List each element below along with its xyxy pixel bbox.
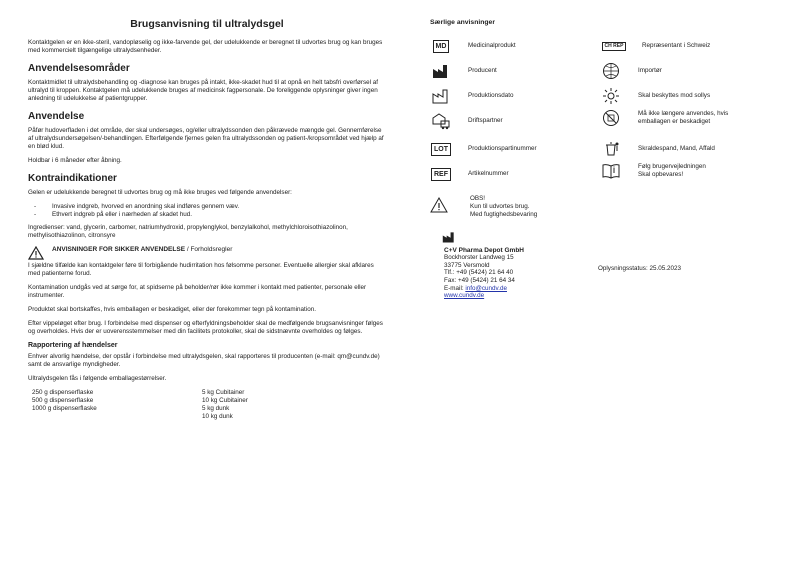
symbol-ifu: Følg brugervejledningen Skal opbevares!: [600, 163, 706, 179]
waste-bin-icon: [602, 140, 620, 158]
manufacturer-fax: Fax: +49 (5424) 21 64 34: [444, 276, 515, 284]
manufacturer-website-link[interactable]: www.cundv.de: [444, 292, 485, 300]
caution-block: [430, 195, 537, 219]
symbol-sunlight: Skal beskyttes mod sollys: [600, 88, 710, 104]
warning-triangle-icon: [28, 246, 44, 260]
damaged-package-icon: [602, 109, 620, 127]
manufacturer-street: Bockhorster Landweg 15: [444, 254, 514, 262]
warning-heading: ANVISNINGER FOR SIKKER ANVENDELSE / Forholdsregler: [52, 246, 233, 253]
refill-text: Efter vippeløget efter brug. I forbindelse med dispenser og efterfyldningsbeholder skal de medfølgende brugsanvisninger følges og overholdes. Hvis der er uoverensstemmelser med din facilitets protokoller, skal de sidstnævnte overholdes og følges.: [28, 320, 383, 335]
symbols-title: Særlige anvisninger: [430, 19, 495, 26]
list-item: - Ethvert indgreb på eller i nærheden af skadet hud.: [34, 211, 193, 218]
contamination-text: Kontamination undgås ved at sørge for, at spidserne på beholder/rør ikke kommer i kontakt med patienter, personale eller instrumenter.: [28, 284, 367, 299]
section-text-contraindications: Gelen er udelukkende beregnet til udvortes brug og må ikke bruges ved følgende anvendelser:: [28, 189, 292, 196]
table-row: 500 g dispenserflaske 10 kg Cubitainer: [32, 397, 248, 404]
lot-box-icon: LOT: [431, 143, 451, 156]
manufacturer-email-link[interactable]: info@cundv.de: [465, 284, 507, 292]
report-heading: Rapportering af hændelser: [28, 342, 118, 349]
report-text: Enhver alvorlig hændelse, der opstår i forbindelse med ultralydsgelen, skal rapporteres til producenten (e-mail: qm@cundv.de) samt de ansvarlige myndigheder.: [28, 353, 380, 368]
ingredients-text: Ingredienser: vand, glycerin, carbomer, natriumhydroxid, propylenglykol, benzylalkohol, methylchloroisothiazolinon, methylisothiazolinon, citronsyre: [28, 224, 348, 239]
section-heading-areas: Anvendelsesområder: [28, 63, 130, 74]
manufacturer-icon: [442, 230, 456, 244]
discard-text: Produktet skal bortskaffes, hvis emballagen er beskadiget, eller der forekommer tegn på kontamination.: [28, 306, 316, 313]
symbol-producer: Producent: [430, 63, 497, 79]
md-box-icon: MD: [433, 40, 450, 53]
packaging-table: [32, 389, 248, 421]
caution-line: Med fugtighedsbevaring: [470, 211, 538, 218]
symbol-distributor: Driftspartner: [430, 113, 503, 129]
list-item: - Invasive indgreb, hvorved en anordning skal indføres gennem væv.: [34, 203, 240, 210]
symbol-production-date: Produktionsdato: [430, 88, 514, 104]
symbol-waste: Skraldespand, Mand, Affald: [600, 141, 715, 157]
section-heading-usage: Anvendelse: [28, 111, 85, 122]
distributor-truck-icon: [431, 112, 451, 130]
manufacturer-phone: Tlf.: +49 (5424) 21 64 40: [444, 269, 514, 277]
warning-text: I sjældne tilfælde kan kontaktgeler føre til forbigående hudirritation hos følsomme personer. Eventuelle allergier skal afklares med patienterne forud.: [28, 262, 374, 277]
manufacturer-email-label: E-mail:: [444, 284, 466, 292]
symbol-importer: Importør: [600, 63, 662, 79]
document-title: Brugsanvisning til ultralydsgel: [130, 18, 284, 30]
symbol-md: MD Medicinalprodukt: [430, 38, 516, 54]
symbols-column: [430, 0, 775, 566]
instructions-column: [28, 0, 386, 421]
symbol-lot: LOT Produktionspartinummer: [430, 141, 537, 157]
intro-paragraph: Kontaktgelen er en ikke-steril, vandopløselig og ikke-farvende gel, der udelukkende er beregnet til udvortes brug og kan bruges med kommercielt tilgængelige ultralydsenheder.: [28, 39, 383, 54]
importer-globe-icon: [602, 62, 620, 80]
section-heading-contraindications: Kontraindikationer: [28, 173, 117, 184]
instructions-book-icon: [601, 163, 621, 179]
shelf-life-text: Holdbar i 6 måneder efter åbning.: [28, 157, 122, 164]
table-row: 250 g dispenserflaske 5 kg Cubitainer: [32, 389, 245, 396]
table-row: 10 kg dunk: [202, 413, 233, 420]
section-text-usage: Påfør hudoverfladen i det område, der skal undersøges, og/eller ultralydssonden den påkrævede mængde gel. Gennemførelse af ultralydsundersøgelsen/-behandlingen. Efterfølgende fjernes gelen fra ultralydssonden og patient-/kropsområdet ved hjælp af en blød klud.: [28, 127, 384, 150]
safety-warning: [28, 246, 386, 260]
caution-line: Kun til udvortes brug.: [470, 203, 530, 210]
packaging-intro: Ultralydsgelen fås i følgende emballagestørrelser.: [28, 375, 167, 382]
table-row: 1000 g dispenserflaske 5 kg dunk: [32, 405, 230, 412]
info-status-date: Oplysningsstatus: 25.05.2023: [598, 265, 681, 272]
factory-outline-icon: [432, 88, 450, 104]
sun-icon: [602, 87, 620, 105]
ref-box-icon: REF: [431, 168, 451, 181]
factory-icon: [432, 63, 450, 79]
symbol-ch-rep: CH REP Repræsentant i Schweiz: [600, 38, 710, 54]
symbol-damaged: Må ikke længere anvendes, hvis emballagen er beskadiget: [600, 110, 728, 126]
section-text-areas: Kontaktmidlet til ultralydsbehandling og -diagnose kan bruges på intakt, ikke-skadet hud til at opnå en helt tabsfri overførsel af ultralyd til kroppen. Kontaktgelen må udelukkende bruges af medicinsk fagpersonale. De foreliggende oplysninger giver ingen anledning til udelukkelse af patientgrupper.: [28, 79, 379, 102]
ch-rep-icon: CH REP: [602, 42, 627, 51]
caution-title: OBS!: [470, 195, 486, 202]
manufacturer-city: 33775 Versmold: [444, 261, 490, 269]
manufacturer-address: [444, 230, 524, 300]
symbol-legend: [430, 38, 775, 198]
caution-triangle-icon: [430, 197, 448, 213]
symbol-ref: REF Artikelnummer: [430, 166, 509, 182]
manufacturer-name: C+V Pharma Depot GmbH: [444, 246, 525, 254]
